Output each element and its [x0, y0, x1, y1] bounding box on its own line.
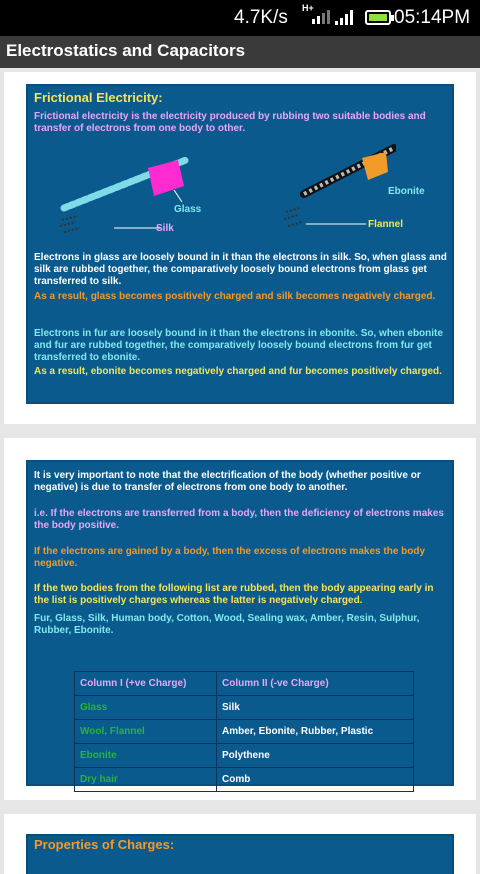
table-cell: Wool, Flannel [75, 720, 217, 744]
slide-heading: Frictional Electricity: [34, 90, 163, 105]
slide-paragraph: It is very important to note that the electrification of the body (whether positive or negative) is due to transfer of electrons from one body to another. [34, 470, 421, 493]
charge-table [74, 671, 414, 792]
table-cell: Ebonite [75, 744, 217, 768]
network-speed: 4.7K/s [234, 7, 288, 28]
table-row [75, 696, 414, 720]
slide-paragraph: If the two bodies from the following list are rubbed, then the body appearing early in the list is positively charges whereas the latter is negatively charged. [34, 583, 434, 606]
fur-ebonite-text: Electrons in fur are loosely bound in it than the electrons in ebonite. So, when ebonite and fur are rubbed together, the comparatively loosely bound electrons from fur get transferred to ebonite. [34, 328, 443, 363]
glass-silk-text: Electrons in glass are loosely bound in it than the electrons in silk. So, when glass and silk are rubbed together, the comparatively loosely bound electrons from glass get transferred to silk. [34, 252, 447, 287]
table-header: Column I (+ve Charge) [75, 672, 217, 696]
slide-card-electrification[interactable] [4, 438, 476, 800]
status-bar [0, 0, 480, 36]
slide-card-frictional-electricity[interactable] [4, 72, 476, 424]
silk-label: Silk [156, 223, 174, 234]
glass-silk-figure [56, 146, 216, 236]
clock: 05:14PM [394, 7, 471, 28]
app-title-bar [0, 36, 480, 68]
flannel-label: Flannel [368, 219, 404, 230]
table-cell: Dry hair [75, 768, 217, 792]
glass-silk-result: As a result, glass becomes positively charged and silk becomes negatively charged. [34, 291, 436, 302]
slide [26, 460, 454, 786]
slide-paragraph: If the electrons are gained by a body, then the excess of electrons makes the body negative. [34, 546, 426, 569]
battery-icon [365, 10, 391, 25]
table-cell: Silk [217, 696, 414, 720]
slide-heading: Properties of Charges: [34, 837, 175, 852]
table-row [75, 768, 414, 792]
cell-signal-icon [335, 9, 357, 25]
fur-ebonite-result: As a result, ebonite becomes negatively charged and fur becomes positively charged. [34, 366, 442, 377]
signal-icon [312, 8, 332, 24]
slide-paragraph: Fur, Glass, Silk, Human body, Cotton, Wood, Sealing wax, Amber, Resin, Sulphur, Rubber, Ebonite. [34, 613, 420, 636]
table-header-row [75, 672, 414, 696]
slide [26, 834, 454, 874]
table-cell: Polythene [217, 744, 414, 768]
slide-intro: Frictional electricity is the electricity produced by rubbing two suitable bodies and transfer of electrons from one body to other. [34, 111, 426, 134]
table-row [75, 744, 414, 768]
table-cell: Glass [75, 696, 217, 720]
ebonite-label: Ebonite [388, 186, 425, 197]
glass-label: Glass [174, 204, 202, 215]
app-title: Electrostatics and Capacitors [6, 41, 246, 60]
slide [26, 84, 454, 404]
slide-paragraph: i.e. If the electrons are transferred from a body, then the deficiency of electrons makes the body positive. [34, 508, 444, 531]
table-row [75, 720, 414, 744]
table-header: Column II (-ve Charge) [217, 672, 414, 696]
slide-card-properties-of-charges[interactable] [4, 814, 476, 874]
table-cell: Comb [217, 768, 414, 792]
network-type-label: H+ [302, 3, 314, 13]
table-cell: Amber, Ebonite, Rubber, Plastic [217, 720, 414, 744]
